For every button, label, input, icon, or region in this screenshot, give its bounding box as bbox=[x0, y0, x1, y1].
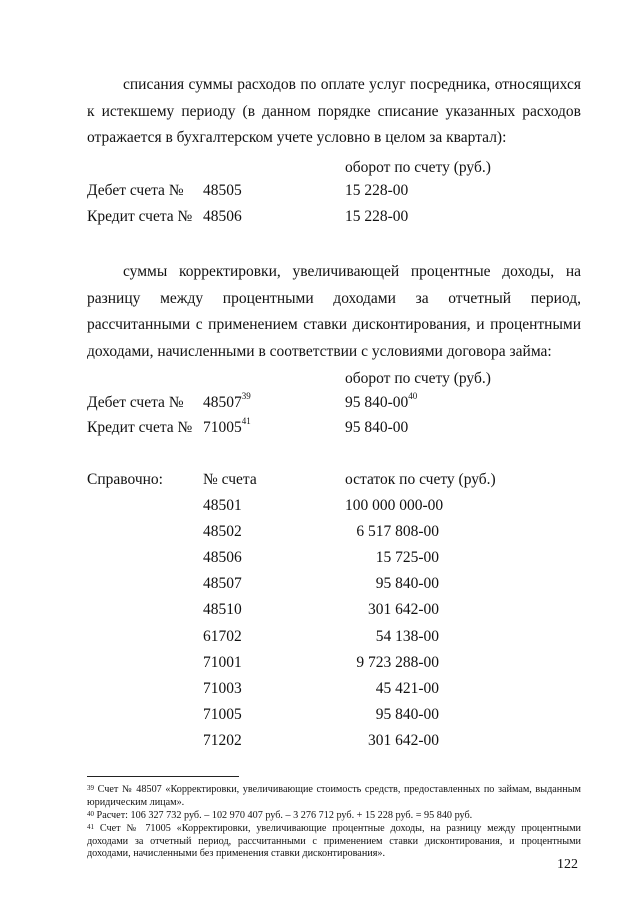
footnote-ref-40[interactable]: 40 bbox=[408, 391, 418, 401]
table-row bbox=[0, 628, 640, 652]
account-balance: 54 138-00 bbox=[375, 627, 439, 645]
account-number: 48510 bbox=[203, 601, 242, 619]
reference-header-row bbox=[0, 471, 640, 495]
entry2-credit-amount: 95 840-00 bbox=[345, 419, 409, 436]
footnote-ref-41[interactable]: 41 bbox=[241, 416, 251, 426]
account-balance: 95 840-00 bbox=[375, 575, 439, 593]
account-balance: 6 517 808-00 bbox=[356, 523, 439, 541]
table-row bbox=[0, 523, 640, 547]
account-number: 48507 bbox=[203, 575, 242, 593]
entry2-credit-label: Кредит счета № bbox=[87, 419, 193, 436]
second-paragraph-text: суммы корректировки, увеличивающей процентные доходы, на разницу между процентными доходами за отчетный период, рассчитанными с применением ставки дисконтирования, и процентными доходами, начисленными в соответствии с условиями договора займа: bbox=[87, 263, 581, 360]
entry2-header-row bbox=[0, 370, 640, 394]
entry1-credit-account: 48506 bbox=[203, 208, 242, 225]
table-row bbox=[0, 601, 640, 625]
entry1-credit-amount: 15 228-00 bbox=[345, 208, 409, 225]
footnote-separator bbox=[87, 776, 239, 777]
reference-account-header: № счета bbox=[203, 471, 257, 488]
account-number: 61702 bbox=[203, 627, 242, 645]
entry2-credit-row bbox=[0, 416, 640, 443]
table-row bbox=[0, 680, 640, 704]
account-balance: 9 723 288-00 bbox=[356, 653, 439, 671]
entry1-turnover-header: оборот по счету (руб.) bbox=[345, 159, 491, 176]
table-row bbox=[0, 654, 640, 678]
account-number: 71005 bbox=[203, 705, 242, 723]
table-row bbox=[0, 497, 640, 521]
entry1-credit-row bbox=[0, 208, 640, 232]
intro-paragraph bbox=[87, 72, 581, 152]
entry1-debit-row bbox=[0, 182, 640, 206]
footnote-number: 41 bbox=[87, 823, 94, 831]
account-number: 48501 bbox=[203, 497, 242, 514]
entry2-debit-amount bbox=[345, 391, 418, 412]
reference-balance-header: остаток по счету (руб.) bbox=[345, 471, 496, 488]
entry2-credit-account bbox=[203, 416, 251, 437]
footnote-text: Расчет: 106 327 732 руб. – 102 970 407 руб. – 3 276 712 руб. + 15 228 руб. = 95 840 руб. bbox=[96, 810, 473, 821]
footnote-40 bbox=[87, 810, 581, 823]
table-row bbox=[0, 549, 640, 573]
entry2-debit-row bbox=[0, 391, 640, 418]
account-number: 71003 bbox=[203, 679, 242, 697]
footnote-number: 39 bbox=[87, 784, 94, 792]
entry1-credit-label: Кредит счета № bbox=[87, 208, 193, 225]
footnote-number: 40 bbox=[87, 810, 94, 818]
reference-label: Справочно: bbox=[87, 471, 163, 488]
intro-paragraph-text: списания суммы расходов по оплате услуг посредника, относящихся к истекшему периоду (в данном порядке списание указанных расходов отражается в бухгалтерском учете условно в целом за квартал): bbox=[87, 76, 581, 146]
account-number: 71001 bbox=[203, 653, 242, 671]
page-number: 122 bbox=[557, 857, 578, 872]
footnote-text: Счет № 48507 «Корректировки, увеличивающие стоимость средств, предоставленных по займам, выданным юридическим лицам». bbox=[87, 784, 581, 808]
entry1-debit-account: 48505 bbox=[203, 182, 242, 199]
table-row bbox=[0, 575, 640, 599]
account-balance: 15 725-00 bbox=[375, 549, 439, 567]
account-balance: 301 642-00 bbox=[367, 601, 439, 619]
account-number: 71202 bbox=[203, 731, 242, 749]
account-balance: 100 000 000-00 bbox=[345, 497, 444, 514]
account-balance: 45 421-00 bbox=[375, 679, 439, 697]
footnote-41 bbox=[87, 823, 581, 861]
entry1-header-row bbox=[0, 159, 640, 183]
table-row bbox=[0, 732, 640, 756]
account-number: 48502 bbox=[203, 523, 242, 541]
entry2-debit-amount-value: 95 840-00 bbox=[345, 394, 409, 411]
entry1-debit-amount: 15 228-00 bbox=[345, 182, 409, 199]
footnote-ref-39[interactable]: 39 bbox=[241, 391, 251, 401]
entry1-debit-label: Дебет счета № bbox=[87, 182, 184, 199]
table-row bbox=[0, 706, 640, 730]
entry2-credit-account-number: 71005 bbox=[203, 419, 242, 436]
footnote-text: Счет № 71005 «Корректировки, увеличивающие процентные доходы, на разницу между процентными доходами за отчетный период, рассчитанными с применением ставки дисконтирования, и процентными доходами, начисленными без применения ставки дисконтирования». bbox=[87, 823, 582, 859]
entry2-debit-account bbox=[203, 391, 251, 412]
footnote-39 bbox=[87, 784, 581, 809]
account-number: 48506 bbox=[203, 549, 242, 567]
second-paragraph bbox=[87, 259, 581, 365]
account-balance: 95 840-00 bbox=[375, 705, 439, 723]
entry2-turnover-header: оборот по счету (руб.) bbox=[345, 370, 491, 387]
entry2-debit-account-number: 48507 bbox=[203, 394, 242, 411]
account-balance: 301 642-00 bbox=[367, 731, 439, 749]
entry2-debit-label: Дебет счета № bbox=[87, 394, 184, 411]
